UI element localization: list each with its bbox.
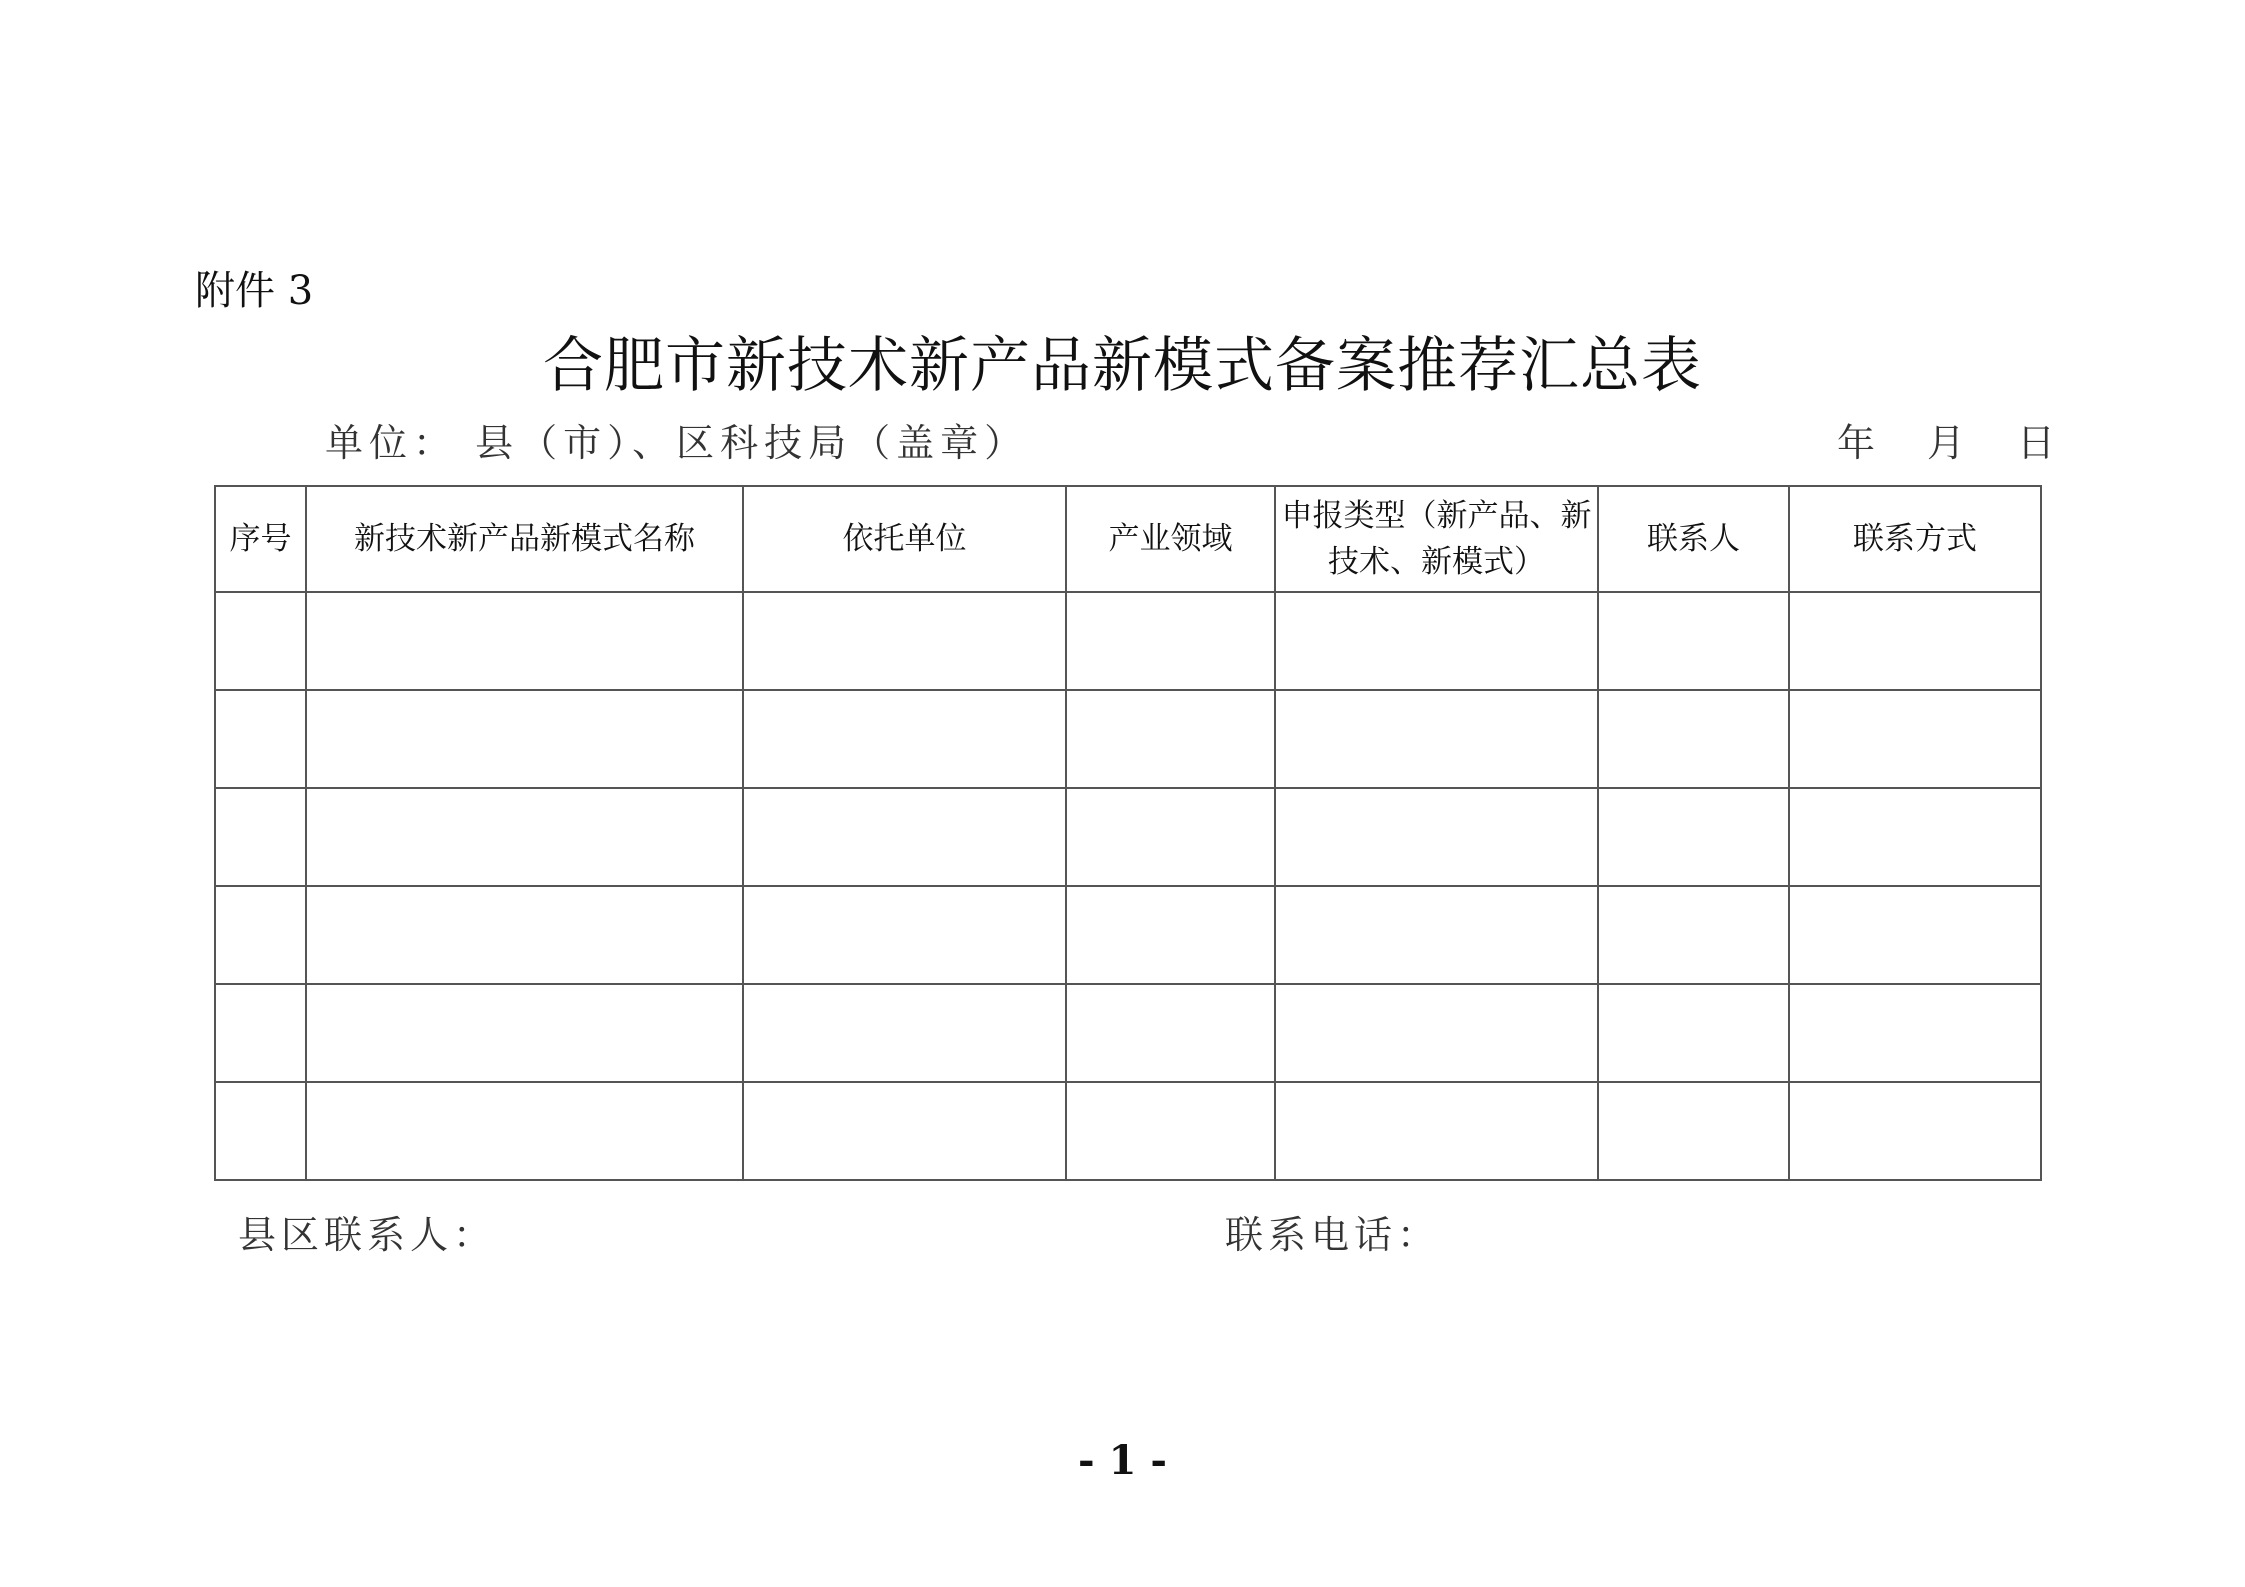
header-unit: 依托单位: [743, 486, 1066, 592]
form-title: 合肥市新技术新产品新模式备案推荐汇总表: [543, 331, 1702, 401]
table-cell[interactable]: [1789, 1082, 2041, 1180]
table-cell[interactable]: [215, 690, 306, 788]
table-cell[interactable]: [1275, 592, 1598, 690]
table-cell[interactable]: [215, 1082, 306, 1180]
table-cell[interactable]: [306, 886, 743, 984]
table-cell[interactable]: [1066, 984, 1275, 1082]
table-cell[interactable]: [306, 592, 743, 690]
table-cell[interactable]: [1275, 1082, 1598, 1180]
table-cell[interactable]: [306, 984, 743, 1082]
table-cell[interactable]: [1598, 1082, 1789, 1180]
table-cell[interactable]: [1066, 592, 1275, 690]
table-cell[interactable]: [306, 788, 743, 886]
date-day: 日: [2016, 421, 2055, 465]
table-row: [215, 690, 2041, 788]
table-cell[interactable]: [743, 1082, 1066, 1180]
table-cell[interactable]: [1275, 690, 1598, 788]
header-contact: 联系人: [1598, 486, 1789, 592]
county-contact-label: 县区联系人：: [238, 1213, 497, 1257]
table-cell[interactable]: [1275, 984, 1598, 1082]
table-cell[interactable]: [743, 788, 1066, 886]
table-row: [215, 984, 2041, 1082]
table-row: [215, 1082, 2041, 1180]
unit-label: 单位： 县（市）、区科技局（盖章）: [325, 421, 1029, 465]
table-cell[interactable]: [215, 788, 306, 886]
table-cell[interactable]: [1598, 690, 1789, 788]
table-cell[interactable]: [1598, 984, 1789, 1082]
table-cell[interactable]: [1066, 886, 1275, 984]
header-type: 申报类型（新产品、新技术、新模式）: [1275, 486, 1598, 592]
table-cell[interactable]: [743, 886, 1066, 984]
table-cell[interactable]: [215, 886, 306, 984]
table-cell[interactable]: [1066, 1082, 1275, 1180]
header-industry: 产业领域: [1066, 486, 1275, 592]
table-cell[interactable]: [1789, 984, 2041, 1082]
table-row: [215, 886, 2041, 984]
table-cell[interactable]: [1598, 592, 1789, 690]
table-cell[interactable]: [1275, 788, 1598, 886]
table-cell[interactable]: [1598, 788, 1789, 886]
date-fields: [1837, 418, 2055, 468]
table-cell[interactable]: [1275, 886, 1598, 984]
table-cell[interactable]: [1789, 886, 2041, 984]
table-cell[interactable]: [215, 592, 306, 690]
table-cell[interactable]: [1789, 788, 2041, 886]
attachment-label: 附件 3: [195, 268, 314, 314]
table-cell[interactable]: [1066, 690, 1275, 788]
table-cell[interactable]: [1066, 788, 1275, 886]
table-cell[interactable]: [1789, 592, 2041, 690]
table-cell[interactable]: [215, 984, 306, 1082]
table-cell[interactable]: [1598, 886, 1789, 984]
page-number: - 1 -: [1078, 1437, 1167, 1484]
table-row: [215, 592, 2041, 690]
contact-phone-label: 联系电话：: [1225, 1213, 1441, 1257]
header-contact-info: 联系方式: [1789, 486, 2041, 592]
date-year: 年: [1836, 421, 1875, 465]
table-cell[interactable]: [306, 690, 743, 788]
table-cell[interactable]: [743, 592, 1066, 690]
table-cell[interactable]: [306, 1082, 743, 1180]
table-cell[interactable]: [743, 690, 1066, 788]
table-header-row: [215, 486, 2041, 592]
header-name: 新技术新产品新模式名称: [306, 486, 743, 592]
table-cell[interactable]: [1789, 690, 2041, 788]
header-serial: 序号: [215, 486, 306, 592]
date-month: 月: [1926, 421, 1965, 465]
table-cell[interactable]: [743, 984, 1066, 1082]
summary-table: [214, 485, 2042, 1181]
table-row: [215, 788, 2041, 886]
